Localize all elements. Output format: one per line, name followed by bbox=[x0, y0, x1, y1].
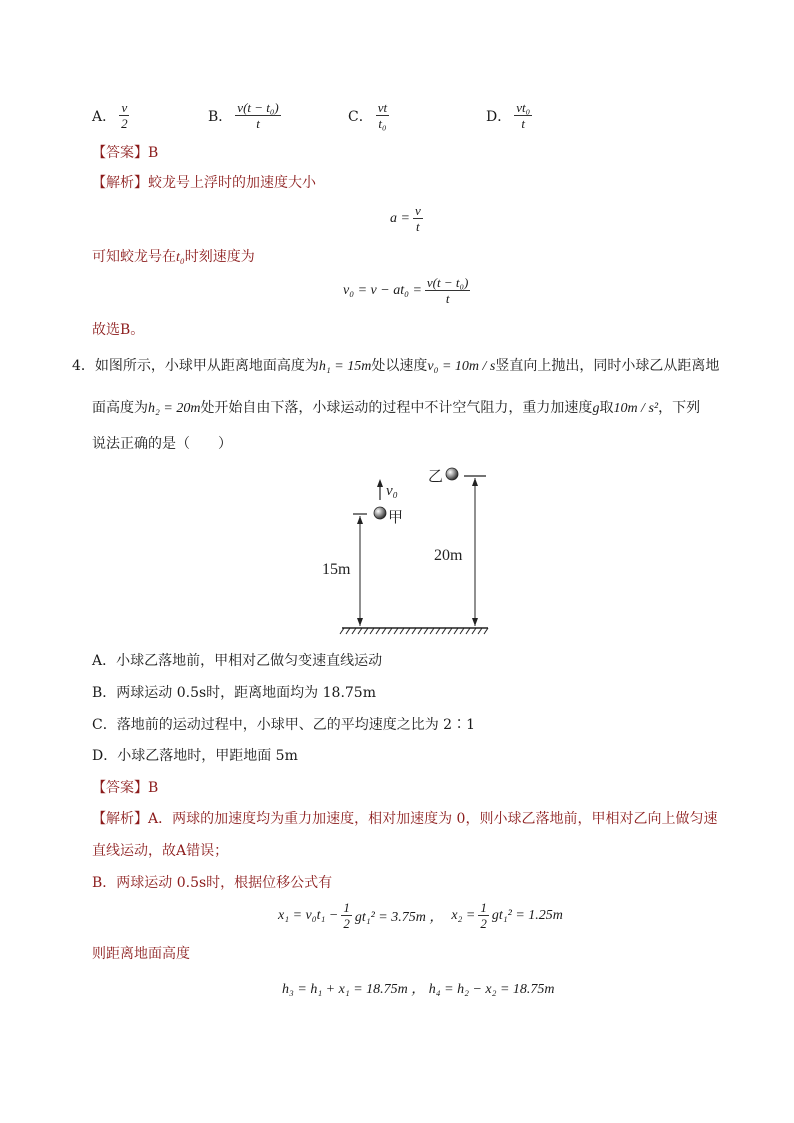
option-label: A． bbox=[92, 108, 117, 125]
fraction: $\frac{\text{v(t − t₀)}}{t}$ bbox=[237, 100, 279, 131]
ground-hatch bbox=[340, 628, 488, 634]
fraction: $\frac{\text{v(t − t₀)}}{t}$ bbox=[426, 275, 469, 306]
option-label: D． bbox=[486, 108, 512, 125]
q3-conclusion: 故选B。 bbox=[92, 322, 145, 338]
q4-analysis-a2: 直线运动，故A错误； bbox=[92, 843, 229, 859]
option-label: C． bbox=[348, 108, 373, 125]
q3-equation-velocity: v₀ = v − at₀ = $\frac{\text{v(t − t₀)}}{t}$ bbox=[343, 275, 469, 306]
q4-equation-displacement: x₁ = v₀t₁ − $\frac{1}{2}$ gt₁² = 3.75m ， x₂ = $\frac{1}{2}$ gt₁² = 1.25m bbox=[278, 900, 563, 931]
q4-option-d: D．小球乙落地时，甲距地面 5m bbox=[92, 748, 298, 764]
q4-option-b: B．两球运动 0.5s时，距离地面均为 18.75m bbox=[92, 685, 376, 701]
q3-option-b bbox=[208, 100, 284, 131]
arrowhead-up bbox=[357, 516, 363, 524]
q3-option-c bbox=[348, 100, 392, 131]
q4-analysis-b1: B．两球运动 0.5s时，根据位移公式有 bbox=[92, 875, 333, 891]
q4-stem-line1: 4．如图所示，小球甲从距离地面高度为h₁ = 15m处以速度v₀ = 10m / s竖直向上抛出，同时小球乙从距离地 bbox=[72, 358, 720, 374]
q3-analysis: 【解析】蛟龙号上浮时的加速度大小 bbox=[92, 175, 316, 191]
arrowhead-down bbox=[472, 618, 478, 626]
fraction: $\frac{\text{vt₀}}{t}$ bbox=[516, 100, 531, 131]
question-number: 4． bbox=[72, 358, 95, 374]
fraction: $\frac{v}{2}$ bbox=[121, 100, 128, 131]
q4-figure bbox=[322, 460, 500, 640]
q4-analysis-a1: 【解析】A．两球的加速度均为重力加速度，相对加速度为 0，则小球乙落地前，甲相对乙向上做匀速 bbox=[92, 811, 718, 827]
label-20m: 20m bbox=[434, 547, 463, 564]
ball-jia bbox=[374, 507, 386, 519]
q4-option-c: C．落地前的运动过程中，小球甲、乙的平均速度之比为 2∶1 bbox=[92, 717, 475, 733]
arrowhead-up bbox=[472, 478, 478, 486]
label-jia: 甲 bbox=[388, 508, 404, 526]
q3-answer: 【答案】B bbox=[92, 145, 159, 161]
q4-option-a: A．小球乙落地前，甲相对乙做匀变速直线运动 bbox=[92, 653, 383, 669]
q3-equation-acceleration: a = $\frac{v}{t}$ bbox=[390, 203, 421, 234]
q4-stem-line2: 面高度为h₂ = 20m处开始自由下落，小球运动的过程中不计空气阻力，重力加速度g取10m / s²，下列 bbox=[92, 400, 701, 416]
fraction: $\frac{v}{t}$ bbox=[414, 203, 421, 234]
option-label: B． bbox=[208, 108, 233, 125]
label-yi: 乙 bbox=[428, 467, 444, 485]
ball-yi bbox=[446, 468, 458, 480]
q4-answer: 【答案】B bbox=[92, 780, 159, 796]
q4-analysis-b2: 则距离地面高度 bbox=[92, 946, 190, 962]
q4-stem-line3: 说法正确的是（ ） bbox=[92, 436, 232, 452]
q3-option-a bbox=[92, 100, 133, 131]
q3-option-d bbox=[486, 100, 535, 131]
fraction: $\frac{1}{2}$ bbox=[480, 900, 487, 931]
fraction: $\frac{vt}{\text{t₀}}$ bbox=[377, 100, 388, 131]
arrowhead-down bbox=[357, 618, 363, 626]
label-15m: 15m bbox=[322, 561, 351, 578]
q3-analysis-line2: 可知蛟龙号在t₀时刻速度为 bbox=[92, 249, 255, 265]
fraction: $\frac{1}{2}$ bbox=[343, 900, 350, 931]
velocity-arrowhead bbox=[377, 479, 383, 487]
q4-equation-height: h₃ = h₁ + x₁ = 18.75m ， h₄ = h₂ − x₂ = 18.75m bbox=[282, 982, 555, 997]
label-v0: v₀ bbox=[386, 483, 398, 499]
